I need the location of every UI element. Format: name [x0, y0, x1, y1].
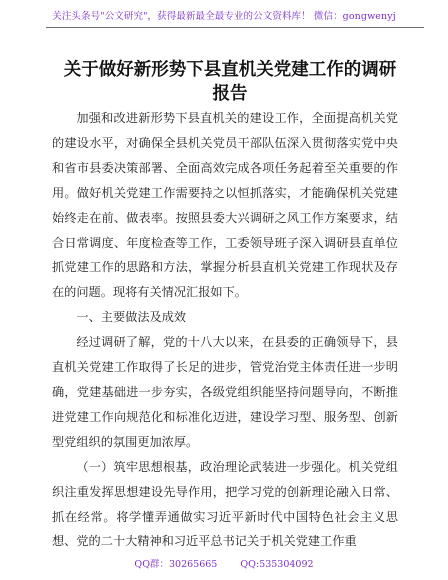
section-paragraph: 经过调研了解，党的十八大以来，在县委的正确领导下，县直机关党建工作取得了长足的进步，管党治党主体责任进一步明确，党建基础进一步夯实，各级党组织能坚持问题导向，不断推进党建工作向规范化和标准化迈进，建设学习型、服务型、创新型党组织的氛围更加浓厚。 — [52, 335, 398, 449]
header-divider — [46, 27, 424, 28]
header-note: 关注头条号"公文研究"，获得最新最全最专业的公文资料库！ 微信：gongwenyj — [52, 11, 396, 22]
footer-qq: QQ:535304092 — [240, 559, 314, 570]
subsection-paragraph: （一）筑牢思想根基，政治理论武装进一步强化。机关党组织注重发挥思想建设先导作用，把学习党的创新理论融入日常、抓在经常。将学懂弄通做实习近平新时代中国特色社会主义思想、党的二十大精神和习近平总书记关于机关党建工作重 — [52, 459, 398, 549]
document-body — [52, 106, 398, 554]
section-heading: 一、主要做法及成效 — [76, 310, 187, 325]
footer-qq-group: QQ群：30265665 — [134, 559, 218, 570]
intro-paragraph: 加强和改进新形势下县直机关的建设工作，全面提高机关党的建设水平，对确保全县机关党员干部队伍深入贯彻落实党中央和省市县委决策部署、全面高效完成各项任务起着至关重要的作用。做好机关党建工作需要持之以恒抓落实，才能确保机关党建始终走在前、做表率。按照县委大兴调研之风工作方案要求，结合日常调度、年度检查等工作，工委领导班子深入调研县直单位抓党建工作的思路和方法，掌握分析县直机关党建工作现状及存在的问题。现将有关情况汇报如下。 — [52, 111, 398, 300]
document-title: 关于做好新形势下县直机关党建工作的调研报告 — [63, 60, 397, 104]
footer-contact — [0, 556, 448, 570]
